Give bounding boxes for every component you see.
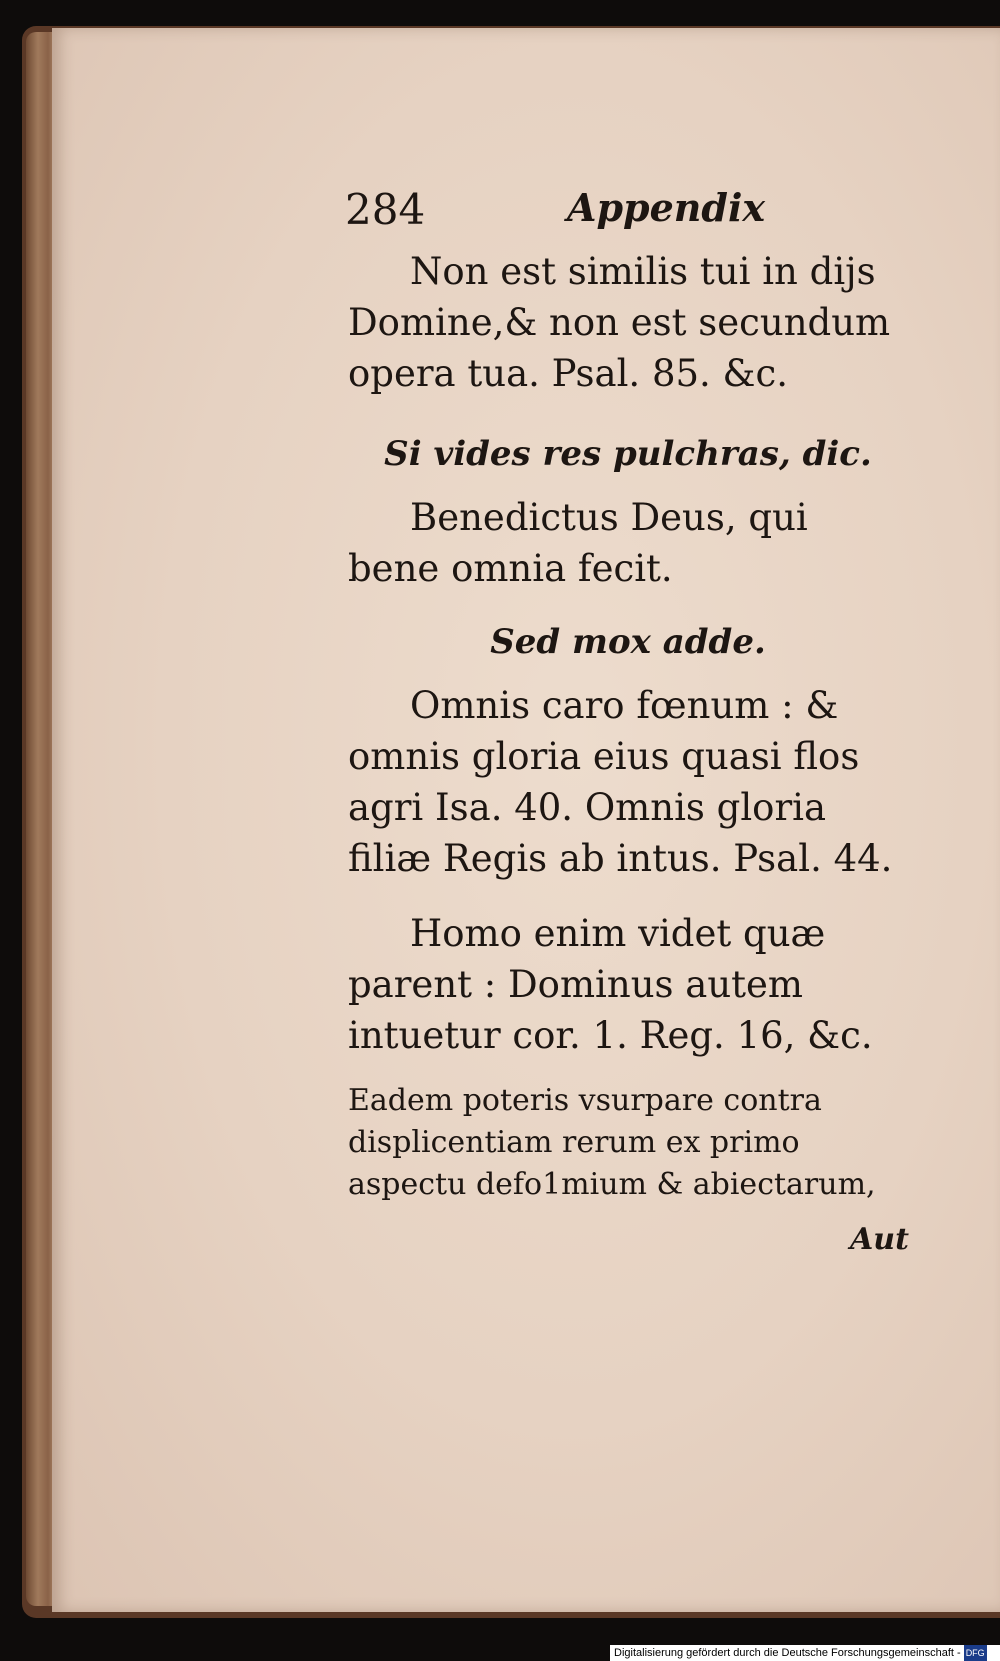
text-block-3 xyxy=(348,492,908,594)
paragraph-3: Omnis caro fœnum : & omnis gloria eius quasi flos agri Isa. 40. Omnis gloria filiæ Regis ab intus. Psal. 44. xyxy=(348,684,893,880)
paragraph-5: Eadem poteris vsurpare contra displicentiam rerum ex primo aspectu defo1mium & abiectarum, xyxy=(348,1083,876,1202)
text-block-5 xyxy=(348,680,908,884)
text-block-1 xyxy=(348,246,908,399)
paragraph-1: Non est similis tui in dijs Domine,& non est secundum opera tua. Psal. 85. &c. xyxy=(348,250,891,395)
paragraph-2: Benedictus Deus, qui bene omnia fecit. xyxy=(348,496,808,590)
heading-1: Si vides res pulchras, dic. xyxy=(384,434,872,474)
dfg-logo: DFG xyxy=(964,1645,987,1661)
text-block-7 xyxy=(348,1080,908,1206)
page-header xyxy=(345,185,905,245)
text-block-4 xyxy=(348,618,908,666)
catchword: Aut xyxy=(850,1222,909,1257)
paragraph-4: Homo enim videt quæ parent : Dominus autem intuetur cor. 1. Reg. 16, &c. xyxy=(348,912,873,1057)
footer-text: Digitalisierung gefördert durch die Deutsche Forschungsgemeinschaft - xyxy=(614,1647,961,1659)
page-number: 284 xyxy=(345,185,426,234)
heading-2: Sed mox adde. xyxy=(490,622,766,662)
text-block-2 xyxy=(348,430,908,478)
digitization-footer xyxy=(610,1645,1000,1661)
running-head: Appendix xyxy=(567,185,766,230)
text-block-6 xyxy=(348,908,908,1061)
